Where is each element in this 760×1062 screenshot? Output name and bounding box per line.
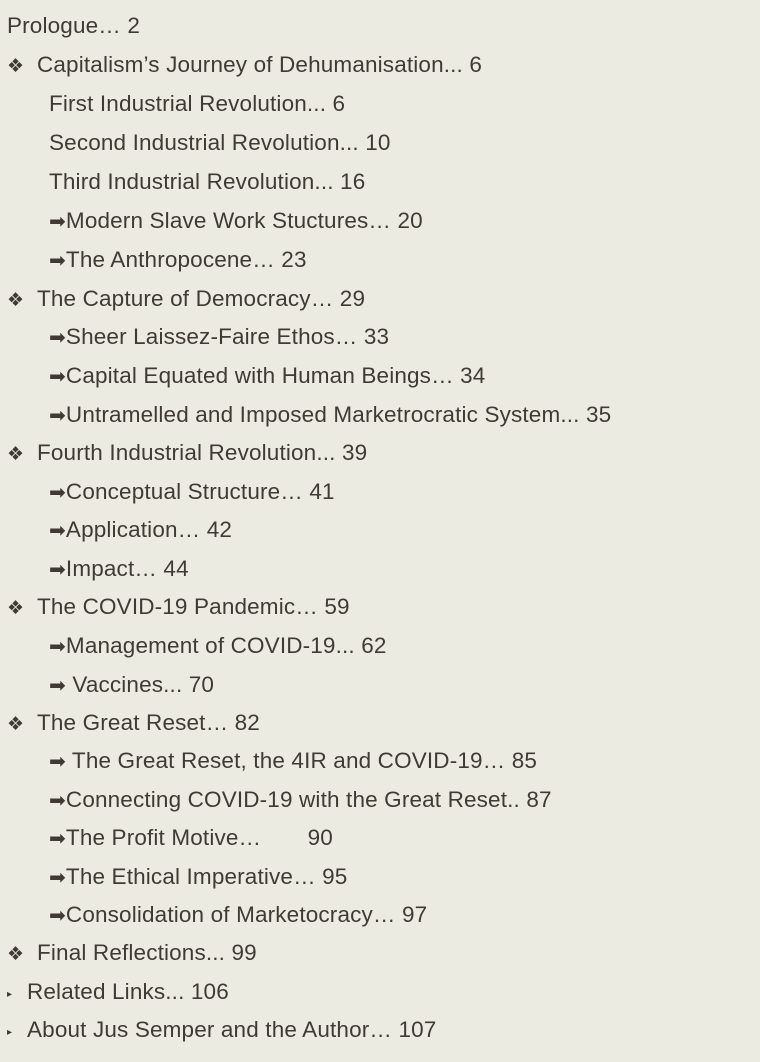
toc-entry-anthropocene[interactable] [49, 241, 307, 279]
toc-entry-page: 82 [234, 710, 260, 735]
toc-entry-title: The Profit Motive… [65, 825, 262, 850]
toc-entry-title: The Anthropocene… [65, 247, 275, 272]
toc-entry-page: 20 [397, 208, 423, 233]
toc-entry-page: 35 [585, 402, 612, 427]
toc-entry-marketrocratic-system[interactable] [49, 396, 611, 434]
toc-entry-consolidation-marketocracy[interactable] [49, 896, 427, 934]
toc-entry-title: Application… [65, 517, 201, 542]
toc-entry-application[interactable] [49, 511, 232, 549]
toc-entry-prologue[interactable] [7, 7, 140, 45]
arrow-right-icon: ➡ [49, 636, 66, 658]
toc-entry-title: Impact… [65, 556, 157, 581]
toc-entry-third-industrial-revolution[interactable] [49, 163, 365, 201]
toc-entry-page: 29 [339, 286, 366, 311]
toc-entry-page: 2 [127, 13, 140, 38]
arrow-right-icon: ➡ [49, 520, 66, 542]
toc-entry-page: 99 [231, 940, 257, 965]
toc-entry-management-of-covid[interactable] [49, 627, 387, 665]
diamond-bullet-icon: ❖ [7, 598, 25, 619]
toc-entry-page: 39 [341, 440, 368, 465]
toc-entry-title: The Great Reset, the 4IR and COVID-19… [71, 748, 506, 773]
toc-entry-final-reflections[interactable] [7, 934, 257, 972]
triangle-bullet-icon: ▸ [7, 989, 13, 1000]
toc-entry-first-industrial-revolution[interactable] [49, 85, 345, 123]
toc-entry-title: Modern Slave Work Stuctures… [65, 208, 392, 233]
toc-entry-page: 62 [361, 633, 387, 658]
arrow-right-icon: ➡ [49, 828, 66, 850]
toc-entry-title: Final Reflections... [37, 940, 226, 965]
toc-entry-connecting-covid[interactable] [49, 781, 552, 819]
toc-entry-page: 44 [163, 556, 189, 581]
toc-entry-page: 90 [307, 825, 333, 850]
toc-entry-ethical-imperative[interactable] [49, 858, 347, 896]
toc-entry-title: Third Industrial Revolution... [49, 169, 334, 194]
arrow-right-icon: ➡ [49, 366, 66, 388]
toc-entry-title: Fourth Industrial Revolution... [37, 440, 336, 465]
arrow-right-icon: ➡ [49, 675, 66, 697]
arrow-right-icon: ➡ [49, 790, 66, 812]
toc-entry-title: About Jus Semper and the Author… [27, 1017, 393, 1042]
toc-entry-page: 107 [398, 1017, 437, 1042]
toc-entry-capital-equated[interactable] [49, 357, 485, 395]
arrow-right-icon: ➡ [49, 250, 66, 272]
diamond-bullet-icon: ❖ [7, 290, 25, 311]
toc-entry-page: 23 [281, 247, 307, 272]
diamond-bullet-icon: ❖ [7, 944, 25, 965]
toc-entry-title: Prologue… [7, 13, 121, 38]
toc-entry-title: Related Links... [27, 979, 185, 1004]
toc-entry-title: Vaccines... [72, 672, 183, 697]
arrow-right-icon: ➡ [49, 867, 66, 889]
toc-entry-conceptual-structure[interactable] [49, 473, 335, 511]
toc-entry-page: 33 [363, 324, 390, 349]
toc-entry-title: Sheer Laissez-Faire Ethos… [65, 324, 358, 349]
arrow-right-icon: ➡ [49, 482, 66, 504]
toc-entry-page: 59 [324, 594, 350, 619]
toc-entry-laissez-faire[interactable] [49, 318, 389, 356]
toc-entry-fourth-industrial-revolution[interactable] [7, 434, 367, 472]
arrow-right-icon: ➡ [49, 905, 66, 927]
toc-entry-great-reset-4ir-covid[interactable] [49, 742, 537, 780]
toc-entry-page: 42 [206, 517, 233, 542]
toc-entry-page: 34 [460, 363, 486, 388]
diamond-bullet-icon: ❖ [7, 714, 25, 735]
toc-entry-page: 70 [188, 672, 215, 697]
toc-entry-title: Management of COVID-19... [65, 633, 355, 658]
toc-entry-page: 97 [401, 902, 428, 927]
toc-entry-related-links[interactable] [7, 973, 229, 1011]
diamond-bullet-icon: ❖ [7, 56, 25, 77]
toc-entry-title: Consolidation of Marketocracy… [65, 902, 396, 927]
toc-entry-page: 85 [511, 748, 538, 773]
toc-entry-title: Capital Equated with Human Beings… [65, 363, 454, 388]
toc-entry-vaccines[interactable] [49, 666, 214, 704]
arrow-right-icon: ➡ [49, 751, 66, 773]
toc-entry-title: The Great Reset… [37, 710, 229, 735]
toc-entry-page: 16 [340, 169, 366, 194]
arrow-right-icon: ➡ [49, 327, 66, 349]
toc-entry-title: The Capture of Democracy… [37, 286, 334, 311]
toc-entry-title: The Ethical Imperative… [65, 864, 316, 889]
toc-entry-second-industrial-revolution[interactable] [49, 124, 391, 162]
toc-entry-title: Conceptual Structure… [65, 479, 303, 504]
toc-entry-title: Untramelled and Imposed Marketrocratic System... [65, 402, 580, 427]
toc-entry-title: Capitalism’s Journey of Dehumanisation... [37, 52, 463, 77]
toc-entry-capitalisms-journey[interactable] [7, 46, 482, 84]
toc-entry-covid-pandemic[interactable] [7, 588, 350, 626]
toc-entry-modern-slave-work[interactable] [49, 202, 423, 240]
toc-entry-title: The COVID-19 Pandemic… [37, 594, 318, 619]
toc-entry-great-reset[interactable] [7, 704, 260, 742]
toc-entry-page: 106 [190, 979, 229, 1004]
toc-entry-page: 10 [365, 130, 391, 155]
toc-entry-title: Second Industrial Revolution... [49, 130, 359, 155]
toc-entry-impact[interactable] [49, 550, 189, 588]
arrow-right-icon: ➡ [49, 405, 66, 427]
toc-entry-capture-of-democracy[interactable] [7, 280, 365, 318]
toc-entry-title: Connecting COVID-19 with the Great Reset.. [65, 787, 520, 812]
triangle-bullet-icon: ▸ [7, 1027, 13, 1038]
toc-entry-about-jus-semper[interactable] [7, 1011, 436, 1049]
toc-entry-profit-motive[interactable] [49, 819, 333, 857]
toc-entry-page: 41 [309, 479, 335, 504]
toc-entry-title: First Industrial Revolution... [49, 91, 327, 116]
toc-entry-page: 6 [332, 91, 346, 116]
toc-entry-page: 87 [526, 787, 552, 812]
diamond-bullet-icon: ❖ [7, 444, 25, 465]
toc-entry-page: 6 [469, 52, 483, 77]
toc-entry-page: 95 [322, 864, 348, 889]
arrow-right-icon: ➡ [49, 559, 66, 581]
arrow-right-icon: ➡ [49, 211, 66, 233]
